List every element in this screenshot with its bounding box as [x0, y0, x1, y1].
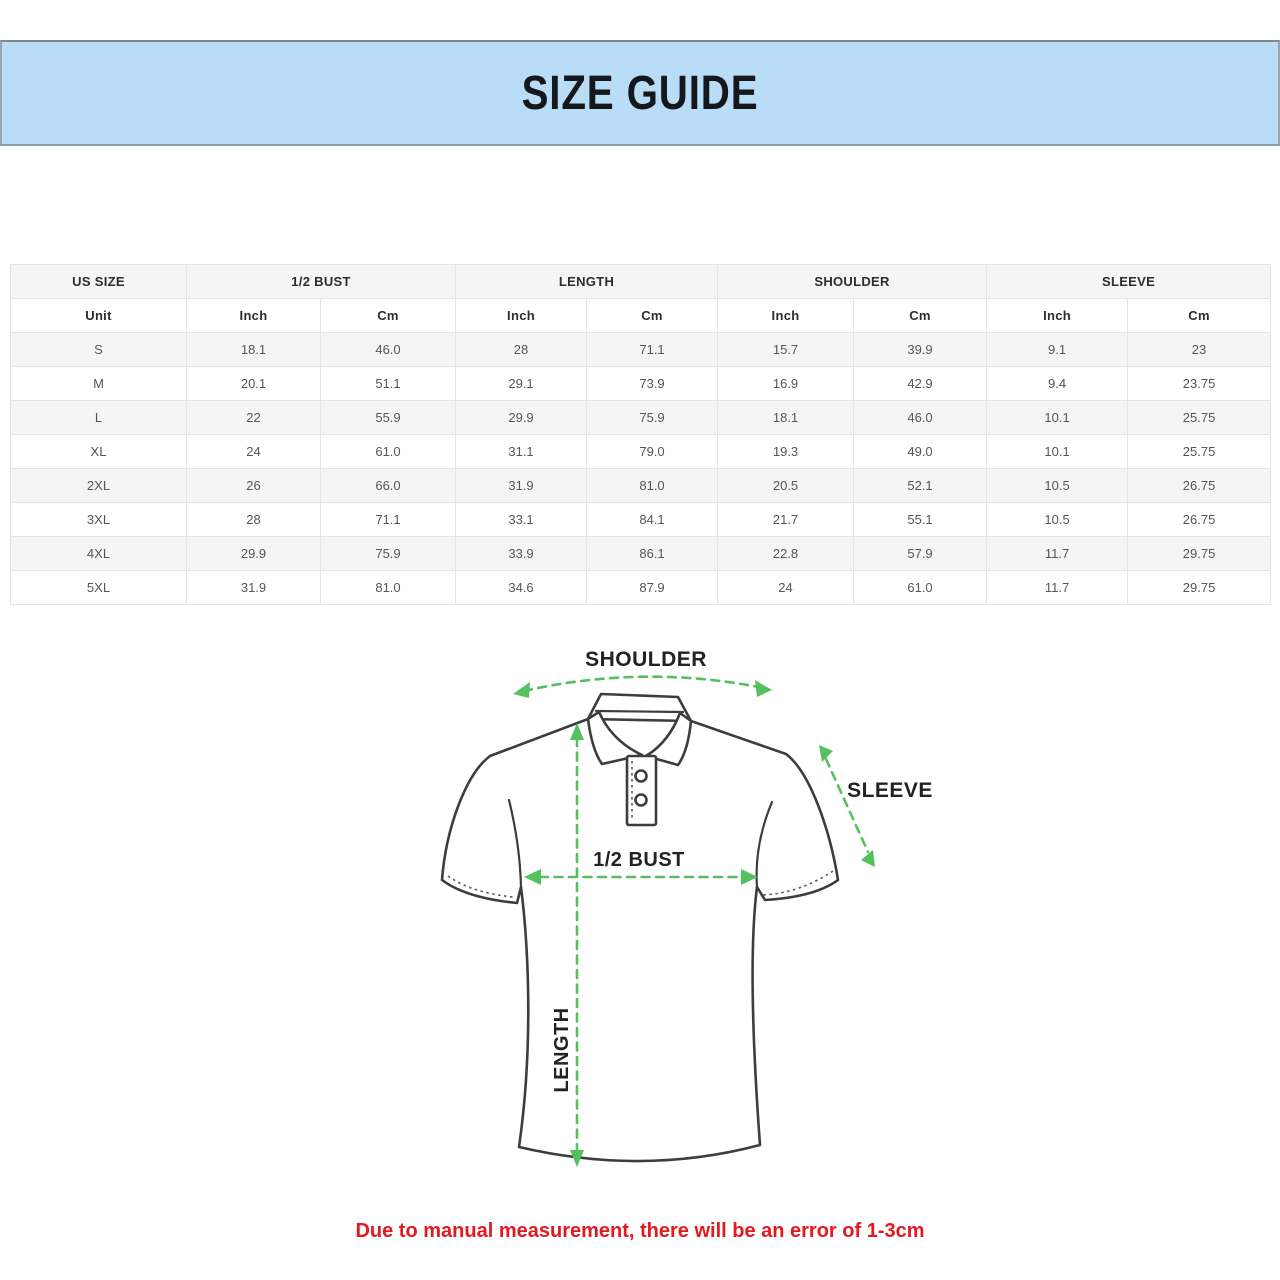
table-cell: 29.9 — [456, 401, 587, 435]
size-label-cell: 2XL — [11, 469, 187, 503]
size-label-cell: 4XL — [11, 537, 187, 571]
table-cell: 49.0 — [854, 435, 987, 469]
table-cell: 61.0 — [321, 435, 456, 469]
size-label-cell: 5XL — [11, 571, 187, 605]
table-cell: 9.4 — [987, 367, 1128, 401]
table-cell: 52.1 — [854, 469, 987, 503]
column-group-header: SHOULDER — [718, 265, 987, 299]
table-unit-row — [11, 299, 1271, 333]
table-cell: 9.1 — [987, 333, 1128, 367]
table-cell: 20.1 — [187, 367, 321, 401]
unit-header-cell: Cm — [854, 299, 987, 333]
table-cell: 21.7 — [718, 503, 854, 537]
table-cell: 23.75 — [1128, 367, 1271, 401]
table-cell: 81.0 — [321, 571, 456, 605]
table-cell: 25.75 — [1128, 435, 1271, 469]
table-row — [11, 469, 1271, 503]
page-title: SIZE GUIDE — [521, 66, 759, 120]
button-icon — [636, 771, 647, 782]
table-cell: 22 — [187, 401, 321, 435]
table-cell: 75.9 — [321, 537, 456, 571]
table-cell: 29.75 — [1128, 537, 1271, 571]
size-label-cell: S — [11, 333, 187, 367]
table-cell: 81.0 — [587, 469, 718, 503]
table-cell: 25.75 — [1128, 401, 1271, 435]
unit-header-cell: Cm — [321, 299, 456, 333]
table-cell: 55.9 — [321, 401, 456, 435]
unit-header-cell: Inch — [718, 299, 854, 333]
table-cell: 46.0 — [854, 401, 987, 435]
table-cell: 42.9 — [854, 367, 987, 401]
table-cell: 28 — [456, 333, 587, 367]
table-cell: 26.75 — [1128, 503, 1271, 537]
table-cell: 73.9 — [587, 367, 718, 401]
table-cell: 24 — [187, 435, 321, 469]
table-cell: 31.1 — [456, 435, 587, 469]
table-cell: 29.9 — [187, 537, 321, 571]
table-cell: 34.6 — [456, 571, 587, 605]
unit-header-cell: Cm — [1128, 299, 1271, 333]
button-icon — [636, 795, 647, 806]
size-label-cell: 3XL — [11, 503, 187, 537]
title-banner — [0, 40, 1280, 146]
column-group-header: 1/2 BUST — [187, 265, 456, 299]
table-cell: 71.1 — [321, 503, 456, 537]
table-row — [11, 401, 1271, 435]
table-row — [11, 333, 1271, 367]
unit-header-cell: Inch — [987, 299, 1128, 333]
column-group-header: SLEEVE — [987, 265, 1271, 299]
table-cell: 11.7 — [987, 537, 1128, 571]
table-cell: 15.7 — [718, 333, 854, 367]
table-cell: 22.8 — [718, 537, 854, 571]
unit-header-cell: Inch — [187, 299, 321, 333]
table-cell: 10.5 — [987, 469, 1128, 503]
size-label-cell: XL — [11, 435, 187, 469]
table-cell: 16.9 — [718, 367, 854, 401]
table-cell: 19.3 — [718, 435, 854, 469]
table-cell: 23 — [1128, 333, 1271, 367]
column-group-header: US SIZE — [11, 265, 187, 299]
table-cell: 39.9 — [854, 333, 987, 367]
column-group-header: LENGTH — [456, 265, 718, 299]
table-cell: 28 — [187, 503, 321, 537]
sleeve-label: SLEEVE — [847, 779, 933, 802]
table-cell: 33.1 — [456, 503, 587, 537]
measurement-error-note: Due to manual measurement, there will be an error of 1-3cm — [355, 1220, 925, 1242]
table-cell: 46.0 — [321, 333, 456, 367]
table-cell: 10.5 — [987, 503, 1128, 537]
table-cell: 10.1 — [987, 435, 1128, 469]
table-cell: 86.1 — [587, 537, 718, 571]
table-cell: 31.9 — [456, 469, 587, 503]
table-cell: 61.0 — [854, 571, 987, 605]
size-table-body — [11, 265, 1271, 605]
unit-header-cell: Unit — [11, 299, 187, 333]
table-cell: 29.1 — [456, 367, 587, 401]
table-cell: 26 — [187, 469, 321, 503]
size-table — [10, 264, 1271, 605]
table-cell: 57.9 — [854, 537, 987, 571]
table-cell: 66.0 — [321, 469, 456, 503]
table-cell: 10.1 — [987, 401, 1128, 435]
table-cell: 55.1 — [854, 503, 987, 537]
table-cell: 18.1 — [187, 333, 321, 367]
size-label-cell: M — [11, 367, 187, 401]
table-row — [11, 367, 1271, 401]
size-label-cell: L — [11, 401, 187, 435]
table-cell: 29.75 — [1128, 571, 1271, 605]
table-row — [11, 503, 1271, 537]
table-cell: 79.0 — [587, 435, 718, 469]
shirt-diagram — [415, 628, 945, 1203]
table-cell: 11.7 — [987, 571, 1128, 605]
table-cell: 20.5 — [718, 469, 854, 503]
shoulder-label: SHOULDER — [585, 648, 707, 671]
table-cell: 84.1 — [587, 503, 718, 537]
table-cell: 87.9 — [587, 571, 718, 605]
unit-header-cell: Inch — [456, 299, 587, 333]
table-row — [11, 571, 1271, 605]
table-cell: 75.9 — [587, 401, 718, 435]
table-row — [11, 537, 1271, 571]
unit-header-cell: Cm — [587, 299, 718, 333]
table-cell: 71.1 — [587, 333, 718, 367]
table-cell: 18.1 — [718, 401, 854, 435]
table-group-header-row — [11, 265, 1271, 299]
table-cell: 31.9 — [187, 571, 321, 605]
table-cell: 24 — [718, 571, 854, 605]
half-bust-label: 1/2 BUST — [593, 849, 685, 871]
table-cell: 33.9 — [456, 537, 587, 571]
placket — [627, 756, 656, 825]
table-row — [11, 435, 1271, 469]
length-label: LENGTH — [551, 1007, 573, 1093]
table-cell: 51.1 — [321, 367, 456, 401]
table-cell: 26.75 — [1128, 469, 1271, 503]
